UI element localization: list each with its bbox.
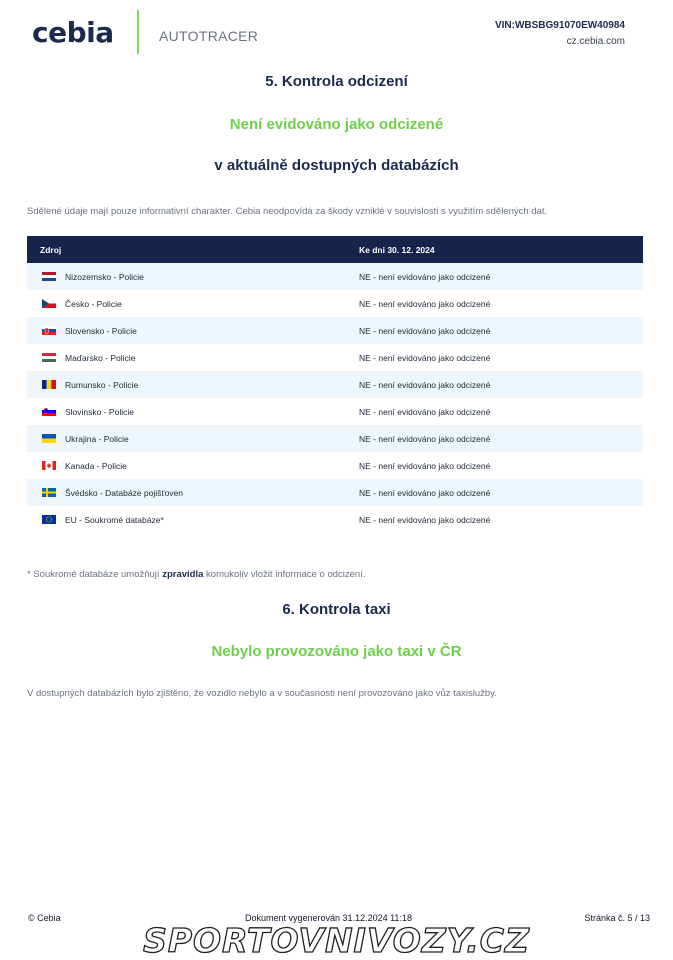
table-row	[27, 452, 643, 479]
cebia-logo: cebia	[32, 16, 114, 49]
row-status: NE - není evidováno jako odcizené	[359, 434, 491, 444]
row-source: Rumunsko - Policie	[65, 380, 139, 390]
disclaimer-text: Sdělené údaje mají pouze informativní charakter. Cebia neodpovídá za škody vzniklé v souvislosti s využitím sdělených dat.	[27, 206, 548, 217]
row-source: Česko - Policie	[65, 299, 122, 309]
row-status: NE - není evidováno jako odcizené	[359, 272, 491, 282]
theft-status: Není evidováno jako odcizené	[229, 116, 444, 133]
canada-flag-icon	[42, 461, 56, 470]
column-header-source: Zdroj	[40, 245, 62, 255]
netherlands-flag-icon	[42, 272, 56, 281]
watermark: SPORTOVNIVOZY.CZ	[143, 921, 530, 957]
section-5-title: 5. Kontrola odcizení	[265, 73, 408, 90]
row-status: NE - není evidováno jako odcizené	[359, 326, 491, 336]
table-row	[27, 398, 643, 425]
row-status: NE - není evidováno jako odcizené	[359, 299, 491, 309]
hungary-flag-icon	[42, 353, 56, 362]
footnote-text: * Soukromé databáze umožňují zpravidla komukoliv vložit informace o odcizení.	[27, 569, 366, 580]
table-row	[27, 425, 643, 452]
row-source: Ukrajina - Policie	[65, 434, 129, 444]
column-header-date: Ke dni 30. 12. 2024	[359, 245, 435, 255]
table-row	[27, 317, 643, 344]
domain-text: cz.cebia.com	[566, 36, 625, 47]
row-source: Nizozemsko - Policie	[65, 272, 144, 282]
table-row	[27, 371, 643, 398]
table-row	[27, 263, 643, 290]
vin-number: VIN:WBSBG91070EW40984	[494, 20, 625, 31]
row-status: NE - není evidováno jako odcizené	[359, 488, 491, 498]
table-header	[27, 236, 643, 263]
row-status: NE - není evidováno jako odcizené	[359, 353, 491, 363]
product-name: AUTOTRACER	[159, 28, 259, 44]
generated-date: Dokument vygenerován 31.12.2024 11:18	[245, 913, 412, 923]
row-source: Maďarsko - Policie	[65, 353, 136, 363]
ukraine-flag-icon	[42, 434, 56, 443]
row-status: NE - není evidováno jako odcizené	[359, 407, 491, 417]
copyright-text: © Cebia	[28, 913, 61, 923]
row-source: Kanada - Policie	[65, 461, 127, 471]
logo-divider	[137, 10, 139, 54]
romania-flag-icon	[42, 380, 56, 389]
theft-check-table	[27, 236, 643, 533]
row-source: Slovinsko - Policie	[65, 407, 134, 417]
table-row	[27, 506, 643, 533]
table-row	[27, 290, 643, 317]
section-6-title: 6. Kontrola taxi	[282, 601, 391, 618]
czech-flag-icon	[42, 299, 56, 308]
eu-flag-icon	[42, 515, 56, 524]
taxi-status: Nebylo provozováno jako taxi v ČR	[211, 643, 462, 660]
slovenia-flag-icon	[42, 407, 56, 416]
slovakia-flag-icon	[42, 326, 56, 335]
table-row	[27, 479, 643, 506]
page-header	[0, 0, 673, 62]
row-source: Švédsko - Databáze pojišťoven	[65, 488, 184, 498]
table-row	[27, 344, 643, 371]
row-status: NE - není evidováno jako odcizené	[359, 380, 491, 390]
row-status: NE - není evidováno jako odcizené	[359, 461, 491, 471]
row-source: Slovensko - Policie	[65, 326, 137, 336]
row-source: EU - Soukromé databáze*	[65, 515, 164, 525]
page-number: Stránka č. 5 / 13	[584, 913, 650, 923]
row-status: NE - není evidováno jako odcizené	[359, 515, 491, 525]
section-5-subtitle: v aktuálně dostupných databázích	[214, 157, 459, 174]
sweden-flag-icon	[42, 488, 56, 497]
taxi-text: V dostupných databázích bylo zjištěno, že vozidlo nebylo a v současnosti není provozováno jako vůz taxislužby.	[27, 688, 497, 699]
